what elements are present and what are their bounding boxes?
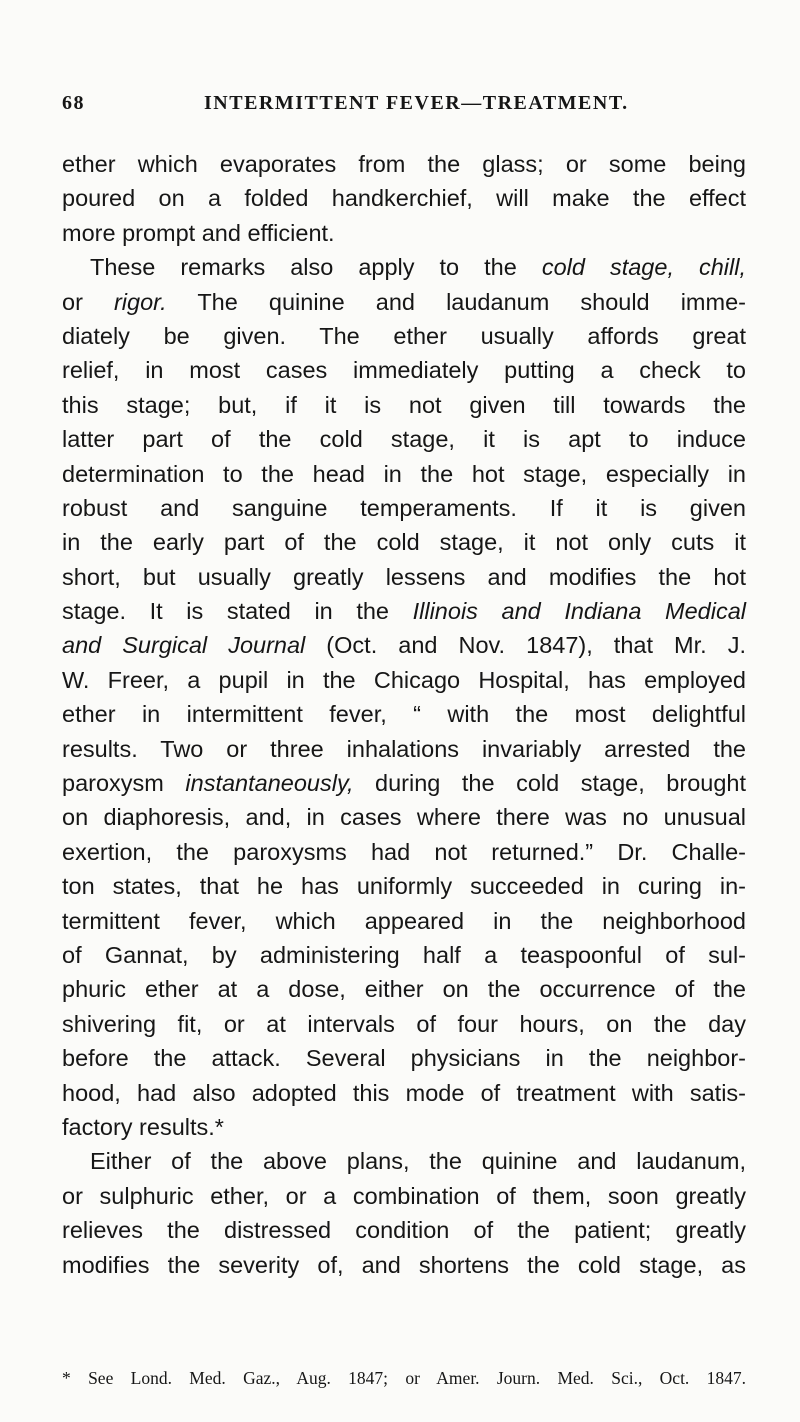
text-line: determination to the head in the hot stage, especially in bbox=[62, 460, 746, 487]
text-line: this stage; but, if it is not given till towards the bbox=[62, 391, 746, 418]
footnote: * See Lond. Med. Gaz., Aug. 1847; or Amer. Journ. Med. Sci., Oct. 1847. bbox=[62, 1368, 746, 1388]
text-line: stage. It is stated in the Illinois and Indiana Medical bbox=[62, 598, 746, 625]
italic-phrase: and Surgical Journal bbox=[62, 632, 306, 659]
text-line: and Surgical Journal (Oct. and Nov. 1847), that Mr. J. bbox=[62, 632, 746, 659]
text-line: or rigor. The quinine and laudanum should imme- bbox=[62, 288, 746, 315]
text-line: diately be given. The ether usually affords great bbox=[62, 322, 746, 349]
body-text bbox=[62, 147, 746, 1282]
text-line: relieves the distressed condition of the patient; greatly bbox=[62, 1217, 746, 1244]
text-line: in the early part of the cold stage, it not only cuts it bbox=[62, 529, 746, 556]
italic-phrase: Illinois and Indiana Medical bbox=[412, 598, 746, 625]
text-line: ether which evaporates from the glass; or some being bbox=[62, 151, 746, 177]
text-line: shivering fit, or at intervals of four hours, on the day bbox=[62, 1010, 746, 1037]
text-line: factory results.* bbox=[62, 1113, 224, 1140]
italic-phrase: rigor. bbox=[113, 288, 167, 315]
text-line: ether in intermittent fever, “ with the most delightful bbox=[62, 701, 746, 728]
text-line: hood, had also adopted this mode of treatment with satis- bbox=[62, 1079, 746, 1106]
text-line: on diaphoresis, and, in cases where there was no unusual bbox=[62, 804, 746, 831]
text-line: results. Two or three inhalations invariably arrested the bbox=[62, 735, 746, 762]
text-line: exertion, the paroxysms had not returned.” Dr. Challe- bbox=[62, 838, 746, 865]
text-line: paroxysm instantaneously, during the cold stage, brought bbox=[62, 770, 747, 797]
text-line: W. Freer, a pupil in the Chicago Hospital, has employed bbox=[62, 666, 746, 693]
text-line: before the attack. Several physicians in the neighbor- bbox=[62, 1045, 746, 1072]
text-line: ton states, that he has uniformly succeeded in curing in- bbox=[62, 873, 746, 900]
text-line: Either of the above plans, the quinine and laudanum, bbox=[90, 1148, 746, 1175]
text-line: phuric ether at a dose, either on the occurrence of the bbox=[62, 976, 746, 1003]
text-line: relief, in most cases immediately putting a check to bbox=[62, 357, 746, 384]
italic-phrase: cold stage, chill, bbox=[541, 254, 746, 281]
running-header bbox=[62, 92, 746, 120]
running-title: INTERMITTENT FEVER—TREATMENT. bbox=[204, 92, 629, 114]
text-line: termittent fever, which appeared in the neighborhood bbox=[62, 907, 746, 934]
text-line: more prompt and efficient. bbox=[62, 219, 335, 246]
text-line: short, but usually greatly lessens and modifies the hot bbox=[62, 563, 746, 590]
text-line: robust and sanguine temperaments. If it is given bbox=[62, 494, 746, 521]
page-number: 68 bbox=[62, 92, 85, 114]
text-line: or sulphuric ether, or a combination of them, soon greatly bbox=[62, 1182, 746, 1209]
text-line: poured on a folded handkerchief, will make the effect bbox=[62, 185, 746, 212]
text-line: modifies the severity of, and shortens the cold stage, as bbox=[62, 1251, 746, 1278]
text-line: of Gannat, by administering half a teaspoonful of sul- bbox=[62, 941, 746, 968]
text-line: latter part of the cold stage, it is apt to induce bbox=[62, 426, 746, 453]
text-line: These remarks also apply to the cold stage, chill, bbox=[90, 254, 746, 281]
italic-phrase: instantaneously, bbox=[185, 770, 354, 797]
